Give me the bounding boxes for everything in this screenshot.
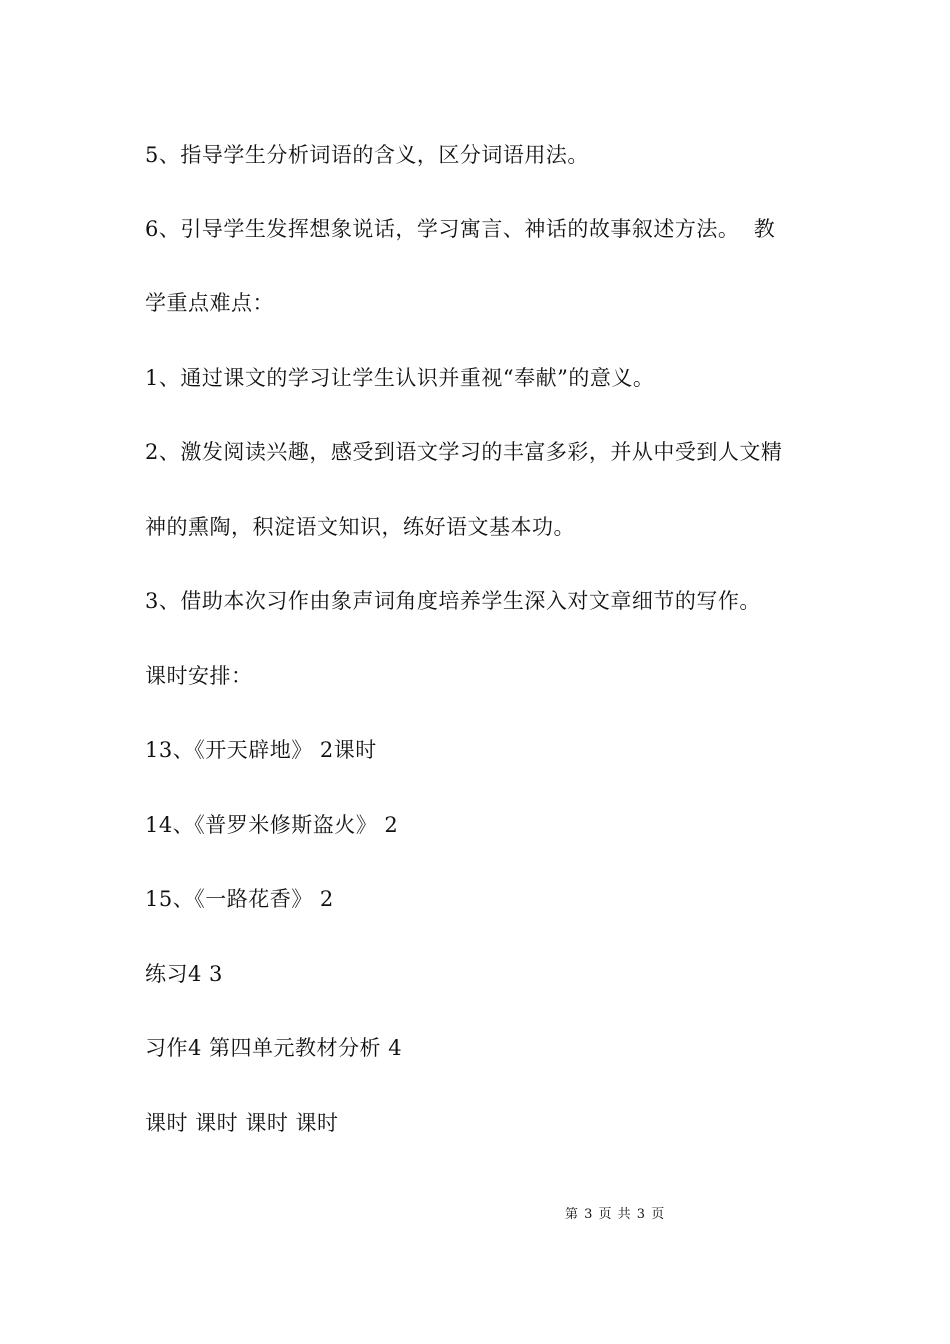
schedule-item: 习作4 第四单元教材分析 4 bbox=[145, 1036, 403, 1060]
schedule-item: 练习4 3 bbox=[145, 962, 223, 986]
text-line: 学重点难点： bbox=[145, 291, 274, 315]
text-line: 6、引导学生发挥想象说话，学习寓言、神话的故事叙述方法。 教 bbox=[145, 217, 776, 241]
text-line: 5、指导学生分析词语的含义，区分词语用法。 bbox=[145, 143, 589, 167]
text-line: 1、通过课文的学习让学生认识并重视“奉献”的意义。 bbox=[145, 366, 655, 390]
schedule-item: 13、《开天辟地》 2课时 bbox=[145, 738, 377, 762]
page-number: 第 3 页 共 3 页 bbox=[565, 1207, 666, 1222]
schedule-item: 14、《普罗米修斯盗火》 2 bbox=[145, 813, 399, 837]
text-line: 神的熏陶，积淀语文知识，练好语文基本功。 bbox=[145, 515, 575, 539]
section-heading: 课时安排： bbox=[145, 664, 253, 688]
schedule-item: 15、《一路花香》 2 bbox=[145, 887, 334, 911]
text-line: 2、激发阅读兴趣，感受到语文学习的丰富多彩，并从中受到人文精 bbox=[145, 440, 783, 464]
schedule-item: 课时 课时 课时 课时 bbox=[145, 1111, 339, 1135]
text-line: 3、借助本次习作由象声词角度培养学生深入对文章细节的写作。 bbox=[145, 589, 761, 613]
